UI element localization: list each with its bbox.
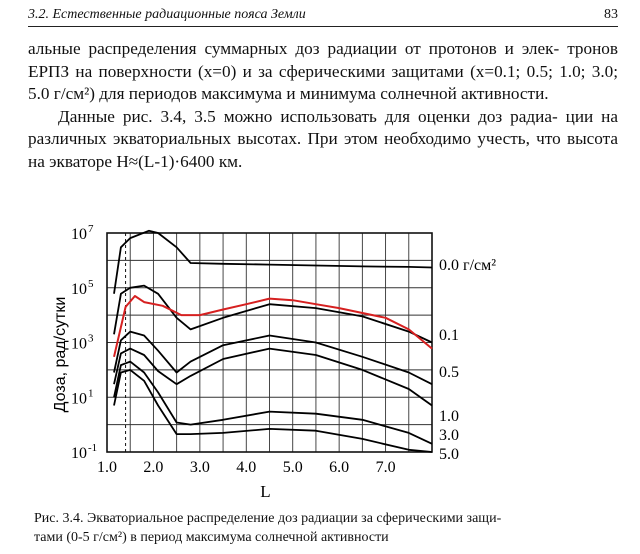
figure-caption: [34, 509, 609, 547]
y-tick-exponent: 7: [88, 223, 94, 235]
x-tick-label: 2.0: [143, 459, 164, 476]
series-line-2: [114, 332, 432, 385]
y-tick-exponent: 5: [88, 277, 94, 290]
text-line: Данные рис. 3.4, 3.5 можно использовать для оценки доз радиа-: [58, 106, 558, 126]
y-tick-label: 10: [71, 280, 87, 298]
text-line: учесть, что высота на экваторе H≈(L-1)·6400 км.: [28, 129, 618, 171]
section-title: 3.2. Естественные радиационные пояса Земли: [28, 7, 306, 22]
x-tick-label: 1.0: [97, 459, 117, 476]
series-line-1: [114, 286, 432, 343]
y-tick-label: 10: [71, 335, 87, 353]
line-label: 0.5: [439, 364, 459, 381]
figure-3-4: [0, 215, 640, 505]
page-number: 83: [604, 7, 618, 22]
y-axis-label: Доза, рад/сутки: [52, 296, 69, 413]
y-tick-exponent: 1: [88, 387, 94, 400]
x-tick-label: 7.0: [375, 459, 396, 476]
line-label: 0.1: [439, 327, 459, 344]
text-line: ции на различных экваториальных высотах. При этом необходимо: [28, 106, 619, 148]
y-tick-label: 10: [71, 390, 87, 408]
caption-line: тами (0-5 г/см²) в период максимума солнечной активности: [34, 530, 389, 545]
x-tick-label: 5.0: [282, 459, 303, 476]
text-line: солнечной активности.: [380, 84, 549, 103]
running-header: [28, 6, 618, 27]
text-line: тронов ЕРПЗ на поверхности (x=0) и за сферическими защитами: [28, 39, 619, 81]
paragraph-2: [28, 106, 618, 174]
x-tick-label: 6.0: [329, 459, 350, 476]
x-axis-label: L: [260, 482, 271, 501]
dose-chart: [0, 215, 640, 505]
y-tick-exponent: 3: [88, 332, 94, 345]
line-label: 3.0: [439, 427, 459, 444]
line-label: 5.0: [439, 446, 459, 463]
x-tick-label: 3.0: [189, 459, 210, 476]
caption-line: Рис. 3.4. Экваториальное распределение доз радиации за сферическими защи-: [34, 511, 502, 526]
y-tick-exponent: -1: [88, 442, 98, 454]
x-tick-label: 4.0: [236, 459, 257, 476]
y-tick-label: 10: [71, 445, 87, 462]
series-line-0: [114, 231, 432, 294]
y-tick-label: 10: [71, 226, 87, 243]
text-line: альные распределения суммарных доз радиации от протонов и элек-: [28, 39, 560, 58]
line-label: 1.0: [439, 408, 459, 425]
paragraph-1: [28, 38, 618, 106]
text-line: (x=0.1; 0.5; 1.0; 3.0; 5.0 г/см²) для периодов максимума и минимума: [28, 61, 619, 103]
line-label: 0.0 г/см²: [439, 257, 497, 274]
body-text: [28, 38, 618, 173]
